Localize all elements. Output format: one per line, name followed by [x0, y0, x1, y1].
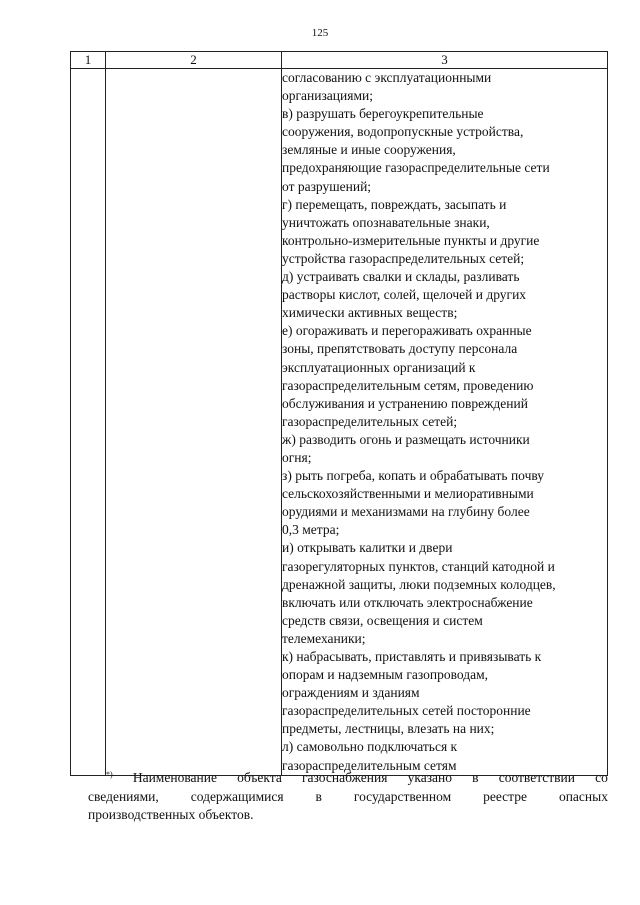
- table-text-line: з) рыть погреба, копать и обрабатывать почву: [282, 468, 545, 484]
- cell-column-1: [71, 69, 106, 776]
- table-text-line: растворы кислот, солей, щелочей и других: [282, 287, 527, 303]
- table-text-line: средств связи, освещения и систем: [282, 612, 483, 628]
- footnote-line-3: производственных объектов.: [88, 807, 254, 822]
- table-text-line: химически активных веществ;: [282, 305, 458, 321]
- cell-column-3: [282, 69, 608, 776]
- table-text-line: ограждениям и зданиям: [282, 685, 420, 701]
- table-text-line: газораспределительным сетям: [282, 757, 457, 773]
- footnote-word: со: [595, 770, 608, 785]
- table-text-line: контрольно-измерительные пункты и другие: [282, 232, 540, 248]
- table-text-line: л) самовольно подключаться к: [282, 739, 458, 755]
- table-text-line: зоны, препятствовать доступу персонала: [282, 341, 518, 357]
- footnote-marker-group: [88, 769, 113, 788]
- table-text-line: газораспределительных сетей;: [282, 413, 458, 429]
- table-text-line: устройства газораспределительных сетей;: [282, 250, 525, 266]
- footnote-word: государственном: [353, 788, 452, 804]
- table-text-line: земляные и иные сооружения,: [282, 142, 456, 158]
- column-header-3: 3: [282, 52, 608, 69]
- table-text-line: е) огораживать и перегораживать охранные: [282, 323, 532, 339]
- table-text-line: предохраняющие газораспределительные сети: [282, 160, 550, 176]
- table-text-line: согласованию с эксплуатационными: [282, 70, 492, 85]
- page-number: 125: [311, 27, 329, 39]
- footnote-word: сведениями,: [88, 788, 159, 804]
- table-text-line: ж) разводить огонь и размещать источники: [282, 431, 530, 447]
- table-header-row: [71, 52, 608, 69]
- column-header-1: 1: [71, 52, 106, 69]
- footnote-word: объекта: [237, 770, 282, 785]
- table-text-line: предметы, лестницы, влезать на них;: [282, 721, 495, 737]
- footnote-word: содержащимися: [190, 788, 284, 804]
- footnote: [88, 769, 608, 825]
- table-text-line: и) открывать калитки и двери: [282, 540, 453, 556]
- table-row: [71, 69, 608, 776]
- table-text-line: организациями;: [282, 88, 373, 104]
- table-text-line: включать или отключать электроснабжение: [282, 594, 533, 610]
- table-text-line: от разрушений;: [282, 178, 372, 194]
- table-text-line: орудиями и механизмами на глубину более: [282, 504, 530, 520]
- column-header-2: 2: [106, 52, 282, 69]
- table-text-line: обслуживания и устранению повреждений: [282, 395, 528, 411]
- table-text-line: опорам и надземным газопроводам,: [282, 667, 488, 683]
- footnote-word: Наименование: [132, 770, 217, 785]
- table-text-line: эксплуатационных организаций к: [282, 359, 476, 375]
- table-text-line: сооружения, водопропускные устройства,: [282, 124, 524, 140]
- table-text-line: г) перемещать, повреждать, засыпать и: [282, 196, 507, 212]
- footnote-marker: *): [106, 770, 113, 779]
- footnote-line-2: [88, 788, 608, 807]
- table-text-line: дренажной защиты, люки подземных колодцев,: [282, 576, 556, 592]
- footnote-word: в: [315, 788, 322, 804]
- footnote-word: реестре: [483, 788, 527, 804]
- table-text-line: в) разрушать берегоукрепительные: [282, 106, 484, 122]
- footnote-word: указано: [407, 770, 452, 785]
- table-text-line: газораспределительным сетям, проведению: [282, 377, 534, 393]
- table-text-line: газорегуляторных пунктов, станций катодной и: [282, 558, 555, 574]
- footnote-word: соответствии: [498, 770, 575, 785]
- table-text-line: д) устраивать свалки и склады, разливать: [282, 269, 520, 285]
- table-text-line: сельскохозяйственными и мелиоративными: [282, 486, 534, 502]
- table-text-line: телемеханики;: [282, 630, 366, 646]
- table-text-line: огня;: [282, 449, 312, 465]
- footnote-word: газоснабжения: [302, 770, 388, 785]
- footnote-word: опасных: [558, 788, 608, 804]
- document-table: [70, 51, 608, 776]
- table-text-line: 0,3 метра;: [282, 522, 340, 538]
- table-text-line: уничтожать опознавательные знаки,: [282, 214, 490, 230]
- table-text-line: к) набрасывать, приставлять и привязывать к: [282, 649, 542, 664]
- footnote-line-1: [88, 769, 608, 788]
- cell-column-2: [106, 69, 282, 776]
- footnote-word: в: [472, 770, 479, 785]
- table-text-line: газораспределительных сетей посторонние: [282, 703, 531, 719]
